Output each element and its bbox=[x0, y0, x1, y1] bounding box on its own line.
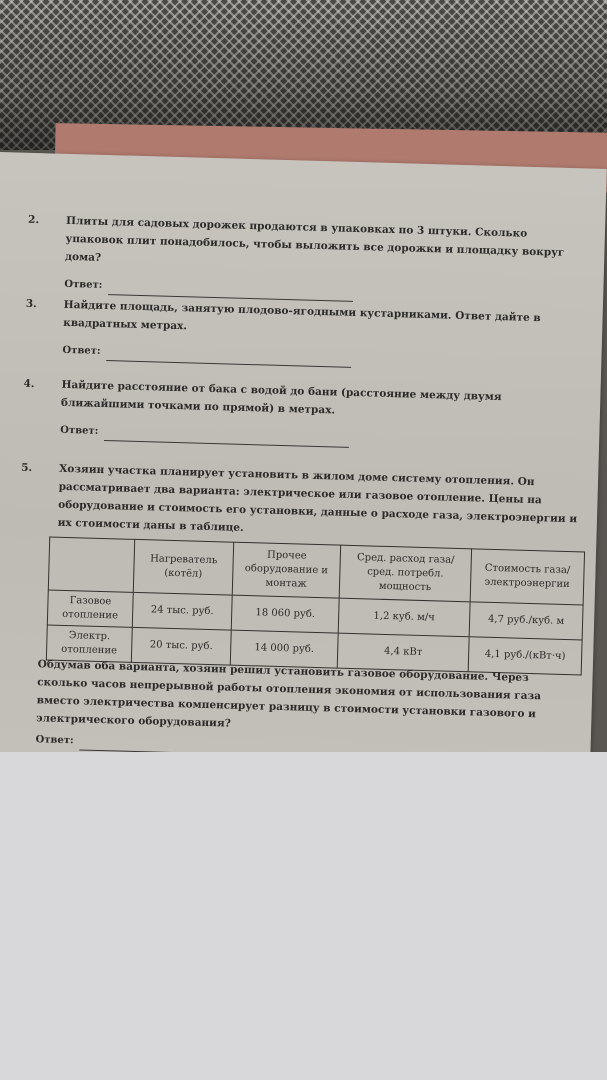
question-text: Найдите расстояние от бака с водой до бани (расстояние между двумя ближайшими точками по прямой) в метрах. bbox=[60, 378, 502, 417]
table-cell: Электр. отопление bbox=[46, 625, 132, 662]
question-2 bbox=[26, 211, 588, 309]
answer-row bbox=[62, 342, 584, 375]
table-cell: 4,1 руб./(кВт·ч) bbox=[468, 637, 582, 675]
table-header-cell: Стоимость газа/ электроэнергии bbox=[470, 549, 584, 605]
table-cell: 24 тыс. руб. bbox=[132, 592, 232, 630]
table-header-cell: Сред. расход газа/сред. потребл. мощность bbox=[339, 545, 471, 602]
question-text: Найдите площадь, занятую плодово-ягодными кустарниками. Ответ дайте в квадратных метрах. bbox=[63, 298, 541, 333]
answer-label: Ответ: bbox=[64, 278, 103, 291]
table-cell: 18 060 руб. bbox=[231, 595, 339, 633]
question-text: Плиты для садовых дорожек продаются в упаковках по 3 штуки. Сколько упаковок плит понадобилось, чтобы выложить все дорожки и площадку вокруг дома? bbox=[64, 214, 565, 264]
table-header-cell: Прочее оборудование и монтаж bbox=[232, 542, 340, 598]
question-5 bbox=[19, 459, 581, 547]
question-5-followup bbox=[13, 655, 575, 765]
heating-cost-table bbox=[46, 537, 585, 676]
question-4 bbox=[22, 375, 584, 455]
table-cell: 1,2 куб. м/ч bbox=[338, 598, 470, 637]
answer-row bbox=[60, 422, 582, 455]
table-header-cell: Нагреватель (котёл) bbox=[133, 539, 233, 595]
question-number: 4. bbox=[23, 377, 35, 391]
answer-label: Ответ: bbox=[62, 344, 101, 357]
answer-line bbox=[106, 350, 351, 368]
answer-line bbox=[104, 430, 349, 448]
blank-paper-sheet bbox=[0, 752, 607, 1080]
table-cell: 4,4 кВт bbox=[337, 633, 469, 672]
table-cell: 4,7 руб./куб. м bbox=[469, 602, 583, 640]
question-number: 5. bbox=[21, 461, 33, 475]
table-cell: 20 тыс. руб. bbox=[131, 627, 231, 665]
question-number: 3. bbox=[25, 297, 37, 311]
table-cell: 14 000 руб. bbox=[230, 630, 338, 668]
workbook-page bbox=[0, 152, 607, 781]
answer-label: Ответ: bbox=[35, 734, 74, 747]
answer-label: Ответ: bbox=[60, 424, 99, 437]
question-text: Хозяин участка планирует установить в жилом доме систему отопления. Он рассматривает два варианта: электрическое или газовое отопление. Цены на оборудование и стоимость его установки, данные о расходе газа, электроэнергии и их стоимости даны в таблице. bbox=[57, 462, 578, 534]
question-number: 2. bbox=[27, 213, 40, 227]
table-cell: Газовое отопление bbox=[47, 590, 133, 627]
question-text: Обдумав оба варианта, хозяин решил установить газовое оборудование. Через сколько часов непрерывной работы отопления экономия от использования газа вместо электричества компенсирует разницу в стоимости установки газового и электрического оборудования? bbox=[36, 658, 542, 730]
table-header-cell bbox=[48, 537, 134, 592]
question-3 bbox=[24, 295, 586, 375]
